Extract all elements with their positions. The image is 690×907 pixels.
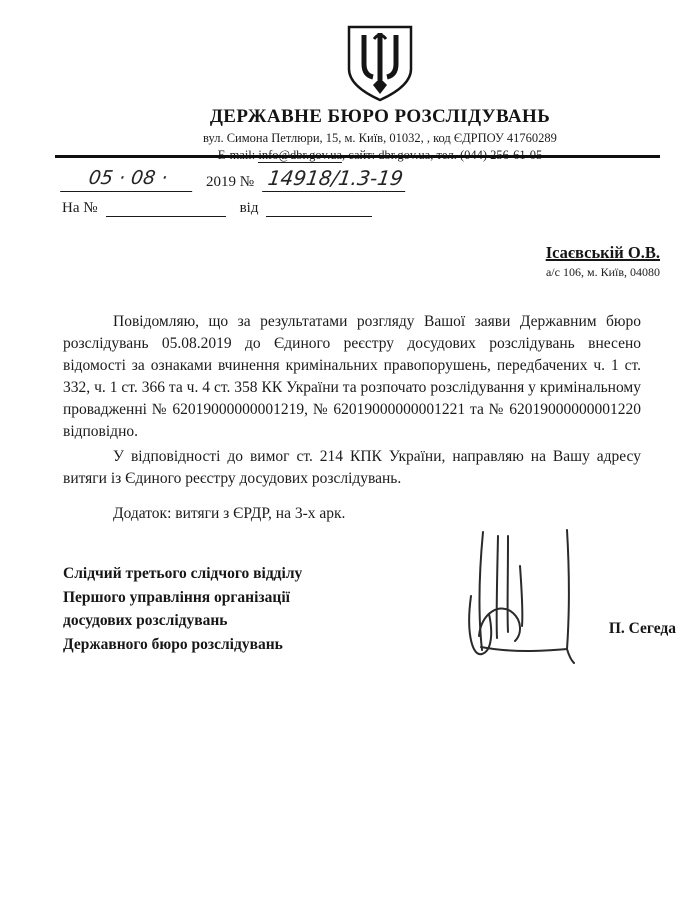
signer-name: П. Сегеда [608,620,676,637]
body-paragraph-1: Повідомляю, що за результатами розгляду Вашої заяви Державним бюро розслідувань 05.08.2019 до Єдиного реєстру досудових розслідувань внесено відомості за ознаками вчинення кримінальних правопорушень, передбачених ч. 1 ст. 332, ч. 1 ст. 366 та ч. 4 ст. 358 КК України та розпочато розслідування у кримінальному провадженні № 62019000000001219, № 62019000000001221 та № 62019000000001220 відповідно. [63,313,641,440]
letterhead [70,24,690,163]
recipient-block [546,243,660,280]
letter-body [63,311,641,525]
ukraine-trident-emblem-icon [339,24,421,104]
reply-to-label: На № [62,200,98,216]
handwritten-signature [443,514,578,664]
header-divider [55,155,660,158]
handwritten-outgoing-number: 14918/1.3-19 [262,165,409,192]
org-address: вул. Симона Петлюри, 15, м. Київ, 01032, , код ЄДРПОУ 41760289 [203,131,557,145]
body-paragraph-2: У відповідності до вимог ст. 214 КПК України, направляю на Вашу адресу витяги із Єдиного реєстру досудових розслідувань. [63,448,641,487]
attachment-line: Додаток: витяги з ЄРДР, на 3-х арк. [113,505,346,522]
reply-from-label: від [239,200,259,216]
org-name: ДЕРЖАВНЕ БЮРО РОЗСЛІДУВАНЬ [209,106,551,127]
reference-block [62,160,422,217]
reply-date-blank [266,216,372,217]
outgoing-number-row [62,160,422,192]
handwritten-date: 05 · 08 · [60,165,196,192]
signer-position-line: Першого управління організації [63,588,290,606]
incoming-number-row [62,197,422,217]
signer-position-line: Слідчий третього слідчого відділу [63,565,303,582]
signer-position-block [63,562,302,656]
signer-position-line: досудових розслідувань [63,612,228,629]
recipient-address: а/с 106, м. Київ, 04080 [545,265,660,279]
signer-position-line: Державного бюро розслідувань [63,635,283,653]
recipient-name: Ісаєвській О.В. [545,243,660,262]
year-number-label: 2019 № [206,174,255,190]
reply-number-blank [106,216,226,217]
